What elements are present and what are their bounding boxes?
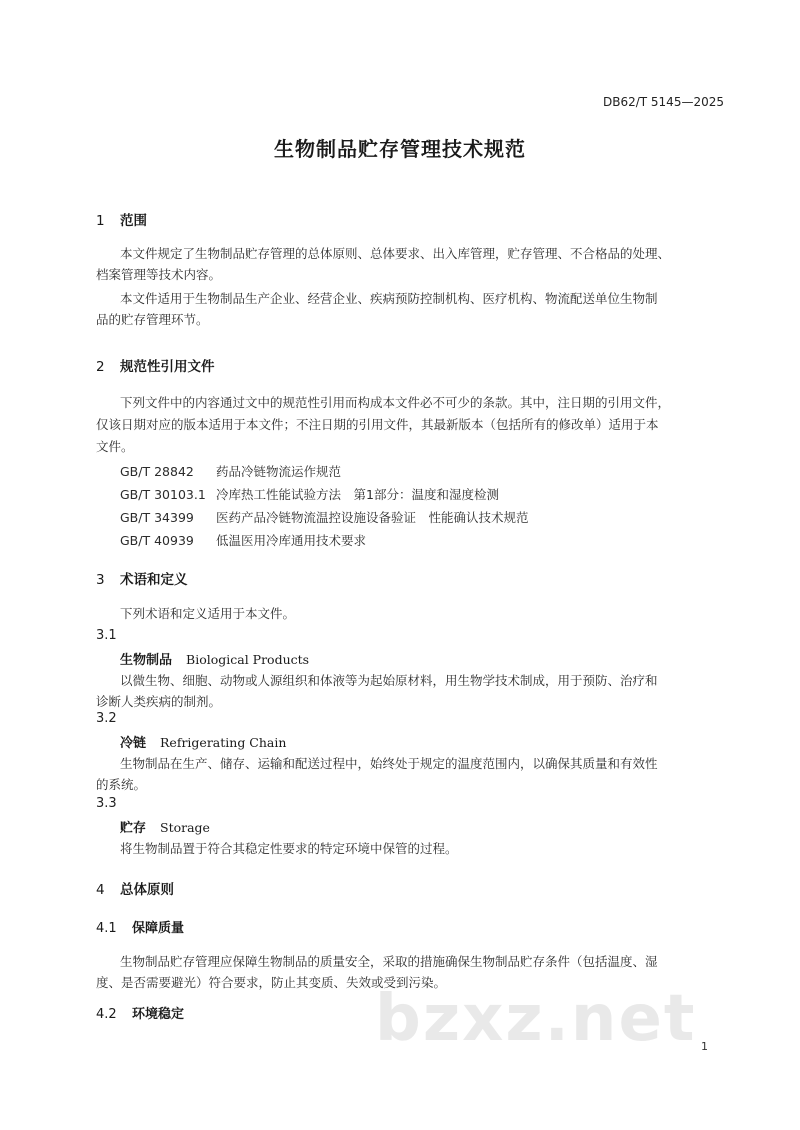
section-3-heading: 3 术语和定义 [96, 572, 188, 588]
section-2-para: 下列文件中的内容通过文中的规范性引用而构成本文件必不可少的条款。其中，注日期的引用文件， [120, 395, 671, 410]
reference-item: GB/T 34399 医药产品冷链物流温控设施设备验证 性能确认技术规范 [120, 510, 529, 525]
term-definition-cont: 诊断人类疾病的制剂。 [96, 694, 222, 709]
section-1-heading: 1 范围 [96, 213, 147, 229]
reference-item: GB/T 40939 低温医用冷库通用技术要求 [120, 533, 367, 548]
section-1-para-1-cont: 档案管理等技术内容。 [96, 267, 222, 282]
watermark-text: bzxz.net [375, 982, 697, 1056]
section-4-1-para-cont: 度、是否需要避光）符合要求，防止其变质、失效或受到污染。 [96, 975, 447, 990]
standard-code: DB62/T 5145—2025 [602, 95, 724, 109]
section-4-2-heading: 4.2 环境稳定 [96, 1007, 185, 1022]
section-4-1-heading: 4.1 保障质量 [96, 921, 185, 936]
term-definition: 将生物制品置于符合其稳定性要求的特定环境中保管的过程。 [120, 841, 458, 856]
term-entry: 冷链 Refrigerating Chain [120, 735, 287, 751]
term-entry: 生物制品 Biological Products [120, 652, 310, 668]
term-number: 3.3 [96, 796, 117, 811]
section-4-heading: 4 总体原则 [96, 882, 174, 898]
term-entry: 贮存 Storage [120, 820, 210, 836]
section-1-para-2: 本文件适用于生物制品生产企业、经营企业、疾病预防控制机构、医疗机构、物流配送单位生物制 [120, 291, 658, 306]
term-number: 3.2 [96, 711, 117, 726]
term-definition: 以微生物、细胞、动物或人源组织和体液等为起始原材料，用生物学技术制成，用于预防、治疗和 [120, 673, 658, 688]
section-2-heading: 2 规范性引用文件 [96, 359, 215, 375]
term-number: 3.1 [96, 628, 117, 643]
section-2-para-cont-2: 文件。 [96, 439, 134, 454]
document-title: 生物制品贮存管理技术规范 [274, 137, 526, 161]
page-number: 1 [701, 1040, 708, 1053]
reference-item: GB/T 28842 药品冷链物流运作规范 [120, 464, 342, 479]
section-2-para-cont-1: 仅该日期对应的版本适用于本文件；不注日期的引用文件，其最新版本（包括所有的修改单）适用于本 [96, 417, 659, 432]
term-definition-cont: 的系统。 [96, 777, 147, 792]
section-3-intro: 下列术语和定义适用于本文件。 [120, 606, 296, 621]
section-1-para-2-cont: 品的贮存管理环节。 [96, 312, 209, 327]
reference-item: GB/T 30103.1 冷库热工性能试验方法 第1部分：温度和湿度检测 [120, 487, 499, 502]
term-definition: 生物制品在生产、储存、运输和配送过程中，始终处于规定的温度范围内，以确保其质量和有效性 [120, 756, 658, 771]
section-4-1-para: 生物制品贮存管理应保障生物制品的质量安全，采取的措施确保生物制品贮存条件（包括温度、湿 [120, 954, 658, 969]
section-1-para-1: 本文件规定了生物制品贮存管理的总体原则、总体要求、出入库管理，贮存管理、不合格品的处理、 [120, 246, 671, 261]
